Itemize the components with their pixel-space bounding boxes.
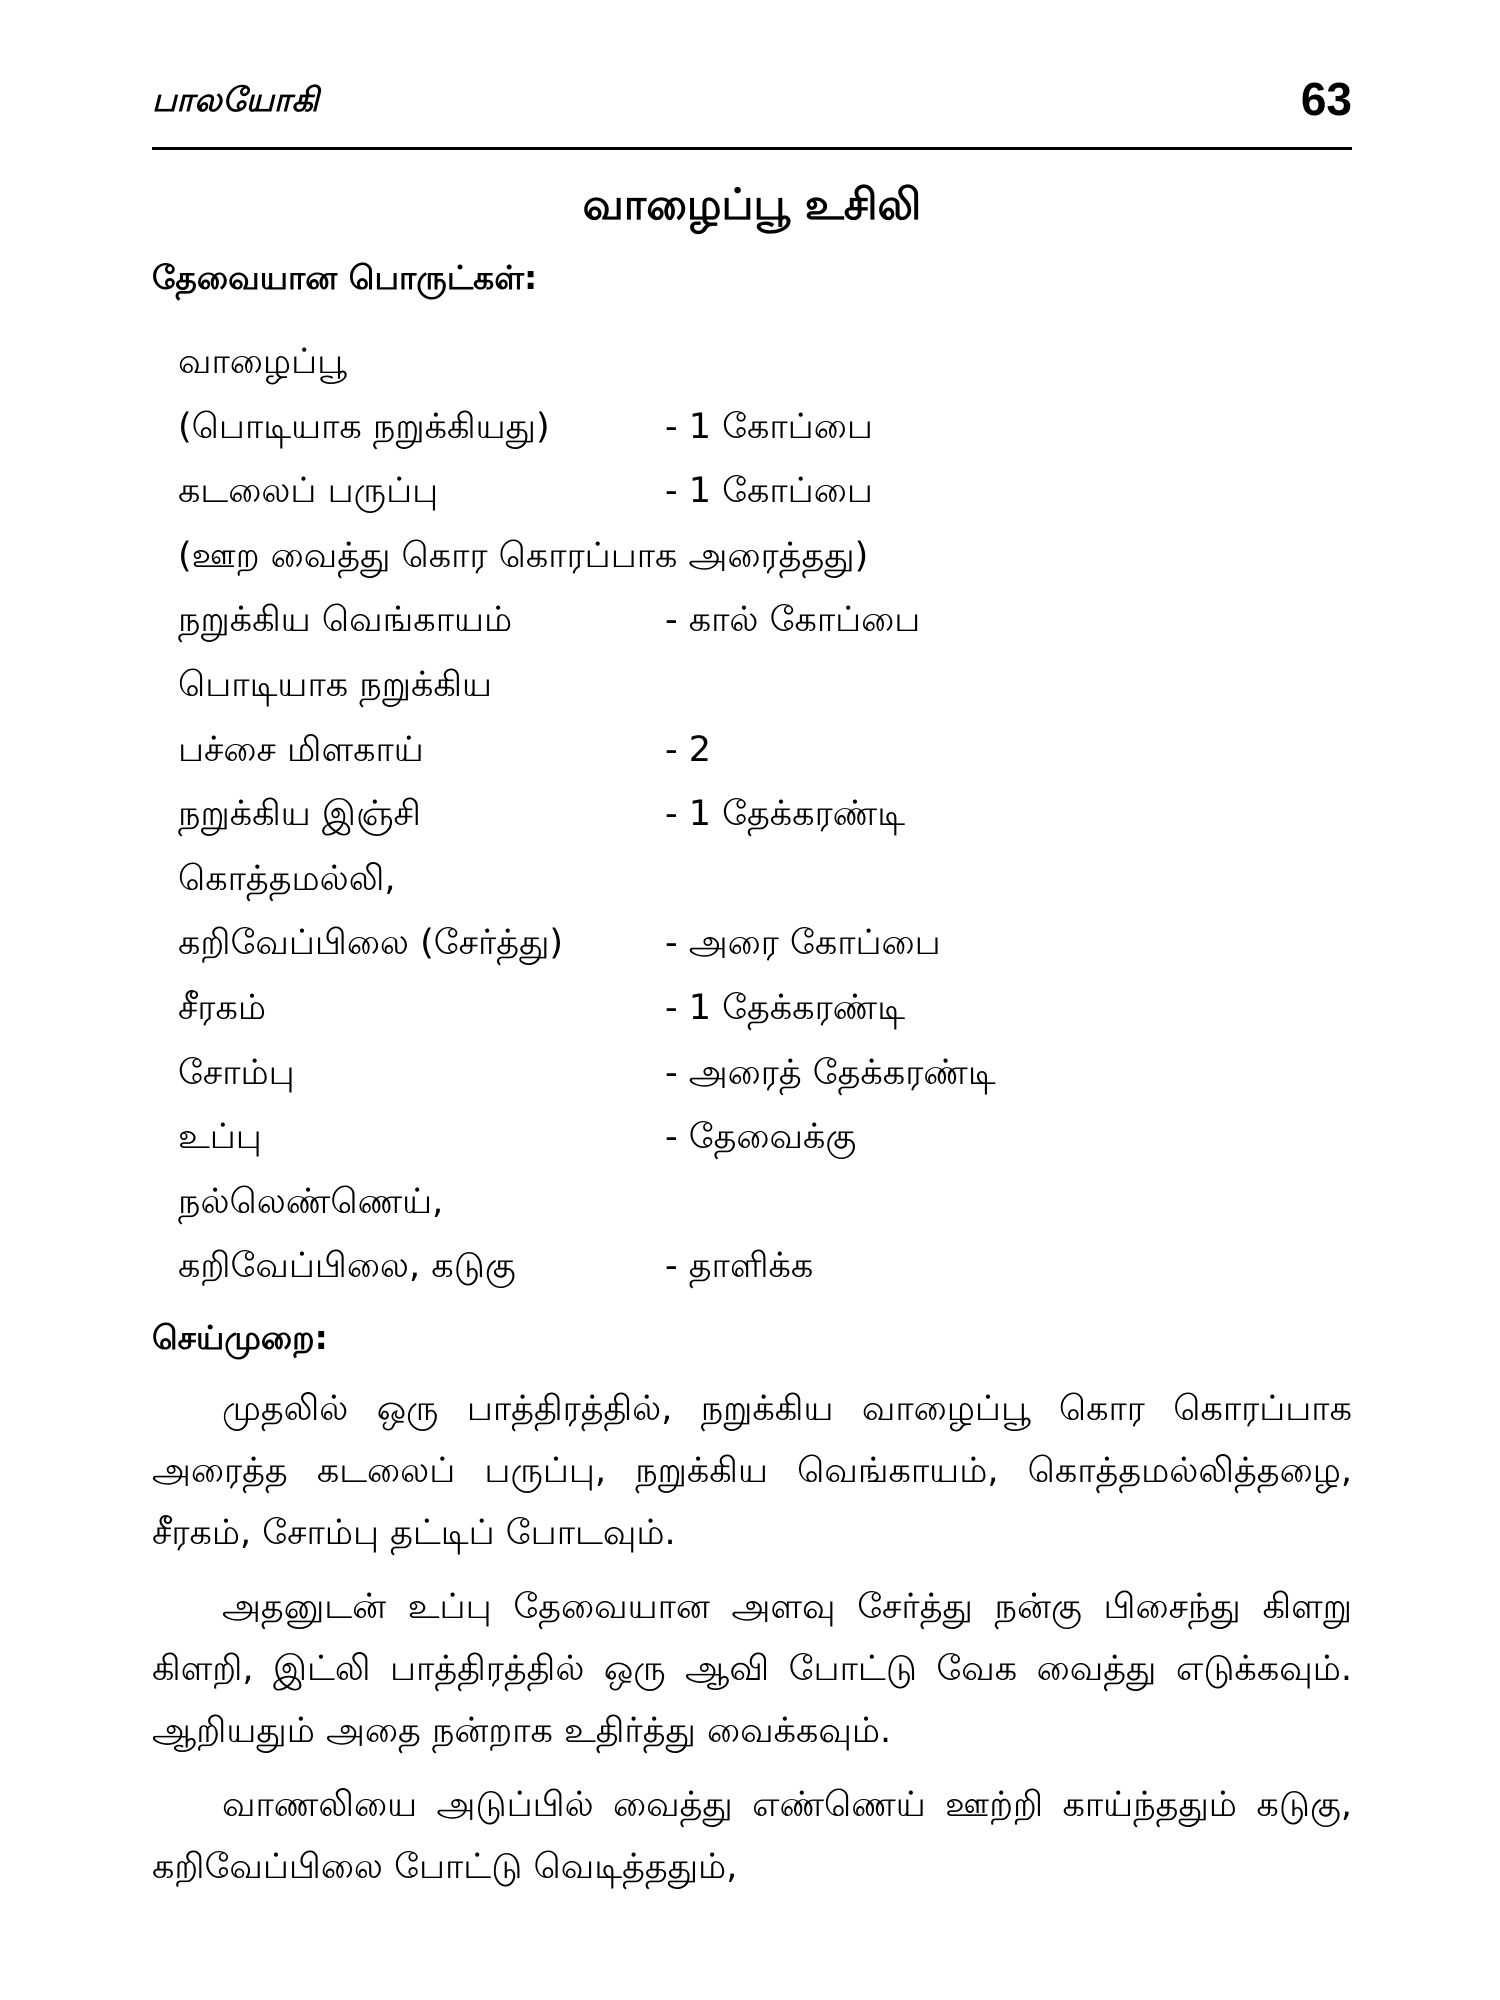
ingredient-quantity: - அரைத் தேக்கரண்டி [665,1052,996,1093]
ingredient-name: உப்பு [178,1117,262,1158]
ingredient-quantity: - 1 தேக்கரண்டி [665,987,906,1028]
book-name: பாலயோகி [152,80,320,119]
header-rule [152,147,1352,150]
ingredient-name: சீரகம் [178,987,267,1028]
ingredient-quantity: - தேவைக்கு [665,1117,857,1158]
ingredient-row [178,459,1348,524]
ingredient-quantity: - கால் கோப்பை [665,600,921,641]
ingredient-quantity: - தாளிக்க [665,1246,814,1287]
ingredient-row [178,330,1348,395]
ingredient-name: சோம்பு [178,1052,295,1093]
method-heading: செய்முறை: [152,1318,328,1357]
ingredients-list [178,330,1348,1299]
ingredient-name: பொடியாக நறுக்கிய [178,664,493,705]
ingredient-row [178,847,1348,912]
ingredient-row [178,524,1348,589]
ingredient-quantity: - 1 தேக்கரண்டி [665,794,906,835]
ingredient-row [178,976,1348,1041]
method-paragraph: முதலில் ஒரு பாத்திரத்தில், நறுக்கிய வாழைப்பூ கொர கொரப்பாக அரைத்த கடலைப் பருப்பு, நறுக்கிய வெங்காயம், கொத்தமல்லித்தழை, சீரகம், சோம்பு தட்டிப் போடவும். [152,1389,1352,1553]
ingredient-quantity: - 1 கோப்பை [665,471,873,512]
ingredient-row [178,718,1348,783]
ingredient-row [178,782,1348,847]
method-paragraph: வாணலியை அடுப்பில் வைத்து எண்ணெய் ஊற்றி காய்ந்ததும் கடுகு, கறிவேப்பிலை போட்டு வெடித்ததும், [152,1785,1352,1887]
ingredient-name: கறிவேப்பிலை (சேர்த்து) [178,923,564,964]
method-text [152,1378,1352,1910]
ingredient-row [178,653,1348,718]
ingredient-row [178,911,1348,976]
page-number: 63 [1300,73,1352,125]
running-header [152,72,1352,132]
ingredient-row [178,588,1348,653]
ingredient-row [178,1041,1348,1106]
ingredient-row [178,395,1348,460]
ingredient-name: (ஊற வைத்து கொர கொரப்பாக அரைத்தது) [178,535,869,576]
ingredient-name: கறிவேப்பிலை, கடுகு [178,1246,516,1287]
ingredients-heading: தேவையான பொருட்கள்: [152,258,538,297]
ingredient-name: கடலைப் பருப்பு [178,471,439,512]
recipe-title: வாழைப்பூ உசிலி [582,180,922,230]
ingredient-name: வாழைப்பூ [178,342,347,382]
method-paragraph: அதனுடன் உப்பு தேவையான அளவு சேர்த்து நன்கு பிசைந்து கிளறு கிளறி, இட்லி பாத்திரத்தில் ஒரு ஆவி போட்டு வேக வைத்து எடுக்கவும். ஆறியதும் அதை நன்றாக உதிர்த்து வைக்கவும். [152,1587,1352,1751]
ingredient-quantity: - அரை கோப்பை [665,923,941,964]
ingredient-quantity: - 1 கோப்பை [665,406,873,447]
ingredient-name: பச்சை மிளகாய் [178,729,424,770]
ingredient-row [178,1105,1348,1170]
ingredient-row [178,1170,1348,1235]
ingredient-name: (பொடியாக நறுக்கியது) [178,406,550,447]
ingredient-row [178,1234,1348,1299]
ingredient-name: நறுக்கிய இஞ்சி [178,794,421,835]
ingredient-quantity: - 2 [665,729,712,770]
ingredient-name: நல்லெண்ணெய், [178,1181,444,1222]
ingredient-name: நறுக்கிய வெங்காயம் [178,600,513,641]
ingredient-name: கொத்தமல்லி, [178,858,396,899]
